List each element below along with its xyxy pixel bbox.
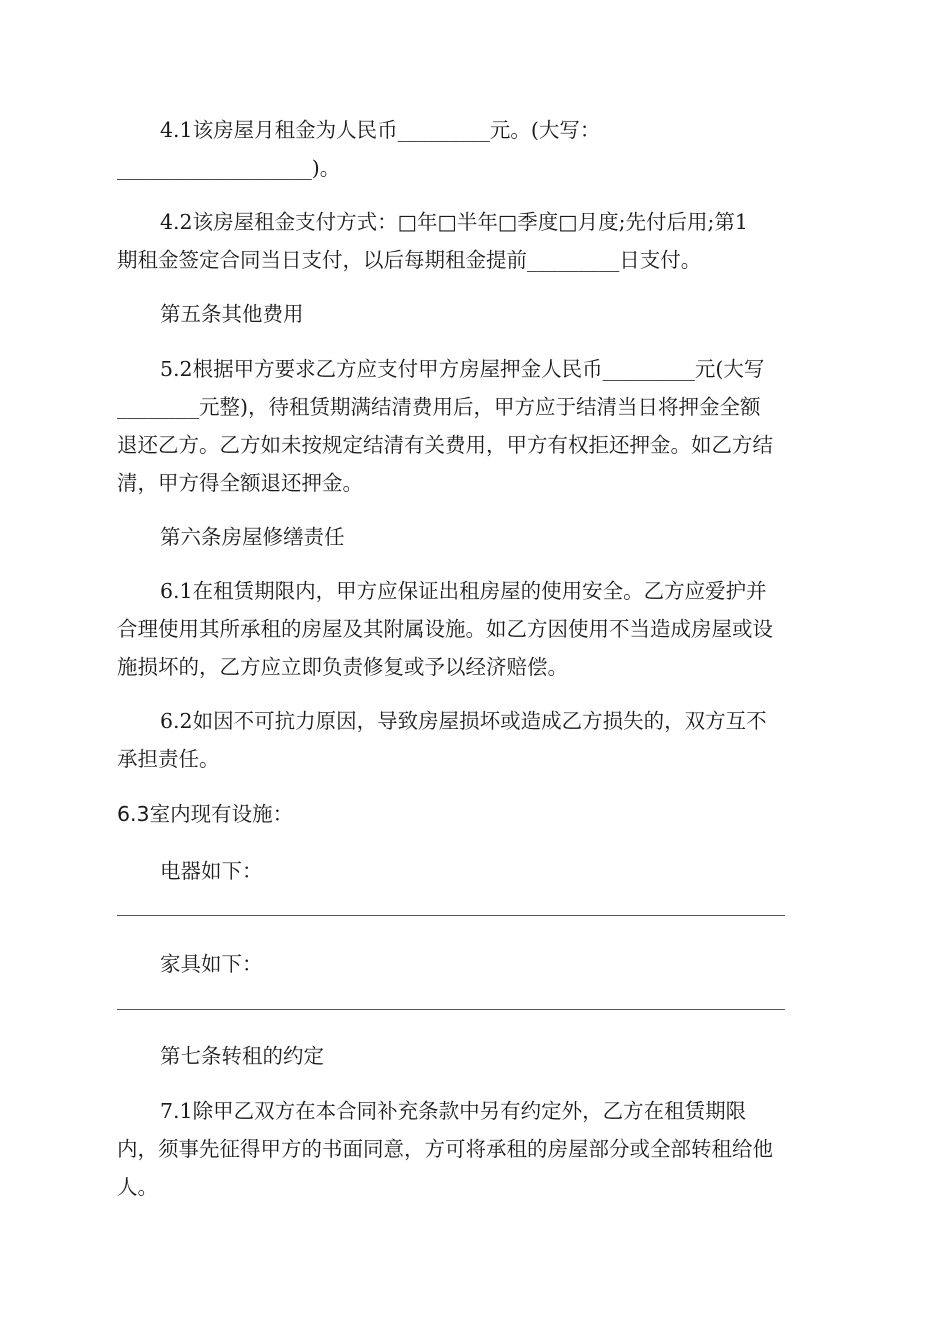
clause-6-3-heading — [117, 800, 293, 828]
article-6-heading: 第六条房屋修缮责任 — [160, 525, 345, 549]
clause-4-1-line-1: 4.1该房屋月租金为人民币_________元。(大写： — [160, 118, 601, 142]
clause-6-1-line-1: 6.1在租赁期限内，甲方应保证出租房屋的使用安全。乙方应爱护并 — [160, 579, 767, 603]
clause-7-1-line-2: 内，须事先征得甲方的书面同意，方可将承租的房屋部分或全部转租给他 — [117, 1137, 773, 1161]
clause-5-2-line-3: 退还乙方。乙方如未按规定结清有关费用，甲方有权拒还押金。如乙方结 — [117, 433, 773, 457]
clause-6-3-title: 室内现有设施： — [149, 802, 294, 826]
article-7-heading: 第七条转租的约定 — [160, 1044, 324, 1068]
article-5-heading: 第五条其他费用 — [160, 302, 304, 326]
appliances-label: 电器如下： — [160, 859, 263, 883]
clause-6-1-line-2: 合理使用其所承租的房屋及其附属设施。如乙方因使用不当造成房屋或设 — [117, 617, 773, 641]
clause-7-1-line-1: 7.1除甲乙双方在本合同补充条款中另有约定外，乙方在租赁期限 — [160, 1099, 747, 1123]
clause-6-1-line-3: 施损坏的，乙方应立即负责修复或予以经济赔偿。 — [117, 655, 568, 679]
appliances-fill-line — [117, 915, 785, 916]
clause-4-2-line-1: 4.2该房屋租金支付方式：□年□半年□季度□月度;先付后用;第1 — [160, 210, 748, 234]
clause-7-1-line-3: 人。 — [117, 1175, 158, 1199]
clause-6-2-line-2: 承担责任。 — [117, 747, 220, 771]
clause-6-3-number: 6.3 — [117, 802, 150, 826]
furniture-label: 家具如下： — [160, 952, 263, 976]
furniture-fill-line — [117, 1009, 785, 1010]
clause-4-2-line-2: 期租金签定合同当日支付，以后每期租金提前_________日支付。 — [117, 248, 702, 272]
clause-6-2-line-1: 6.2如因不可抗力原因，导致房屋损坏或造成乙方损失的，双方互不 — [160, 709, 767, 733]
clause-4-1-line-2: ___________________)。 — [117, 156, 341, 180]
clause-5-2-line-1: 5.2根据甲方要求乙方应支付甲方房屋押金人民币_________元(大写 — [160, 357, 765, 381]
clause-5-2-line-4: 清，甲方得全额退还押金。 — [117, 471, 363, 495]
clause-5-2-line-2: ________元整)，待租赁期满结清费用后，甲方应于结清当日将押金全额 — [117, 395, 761, 419]
